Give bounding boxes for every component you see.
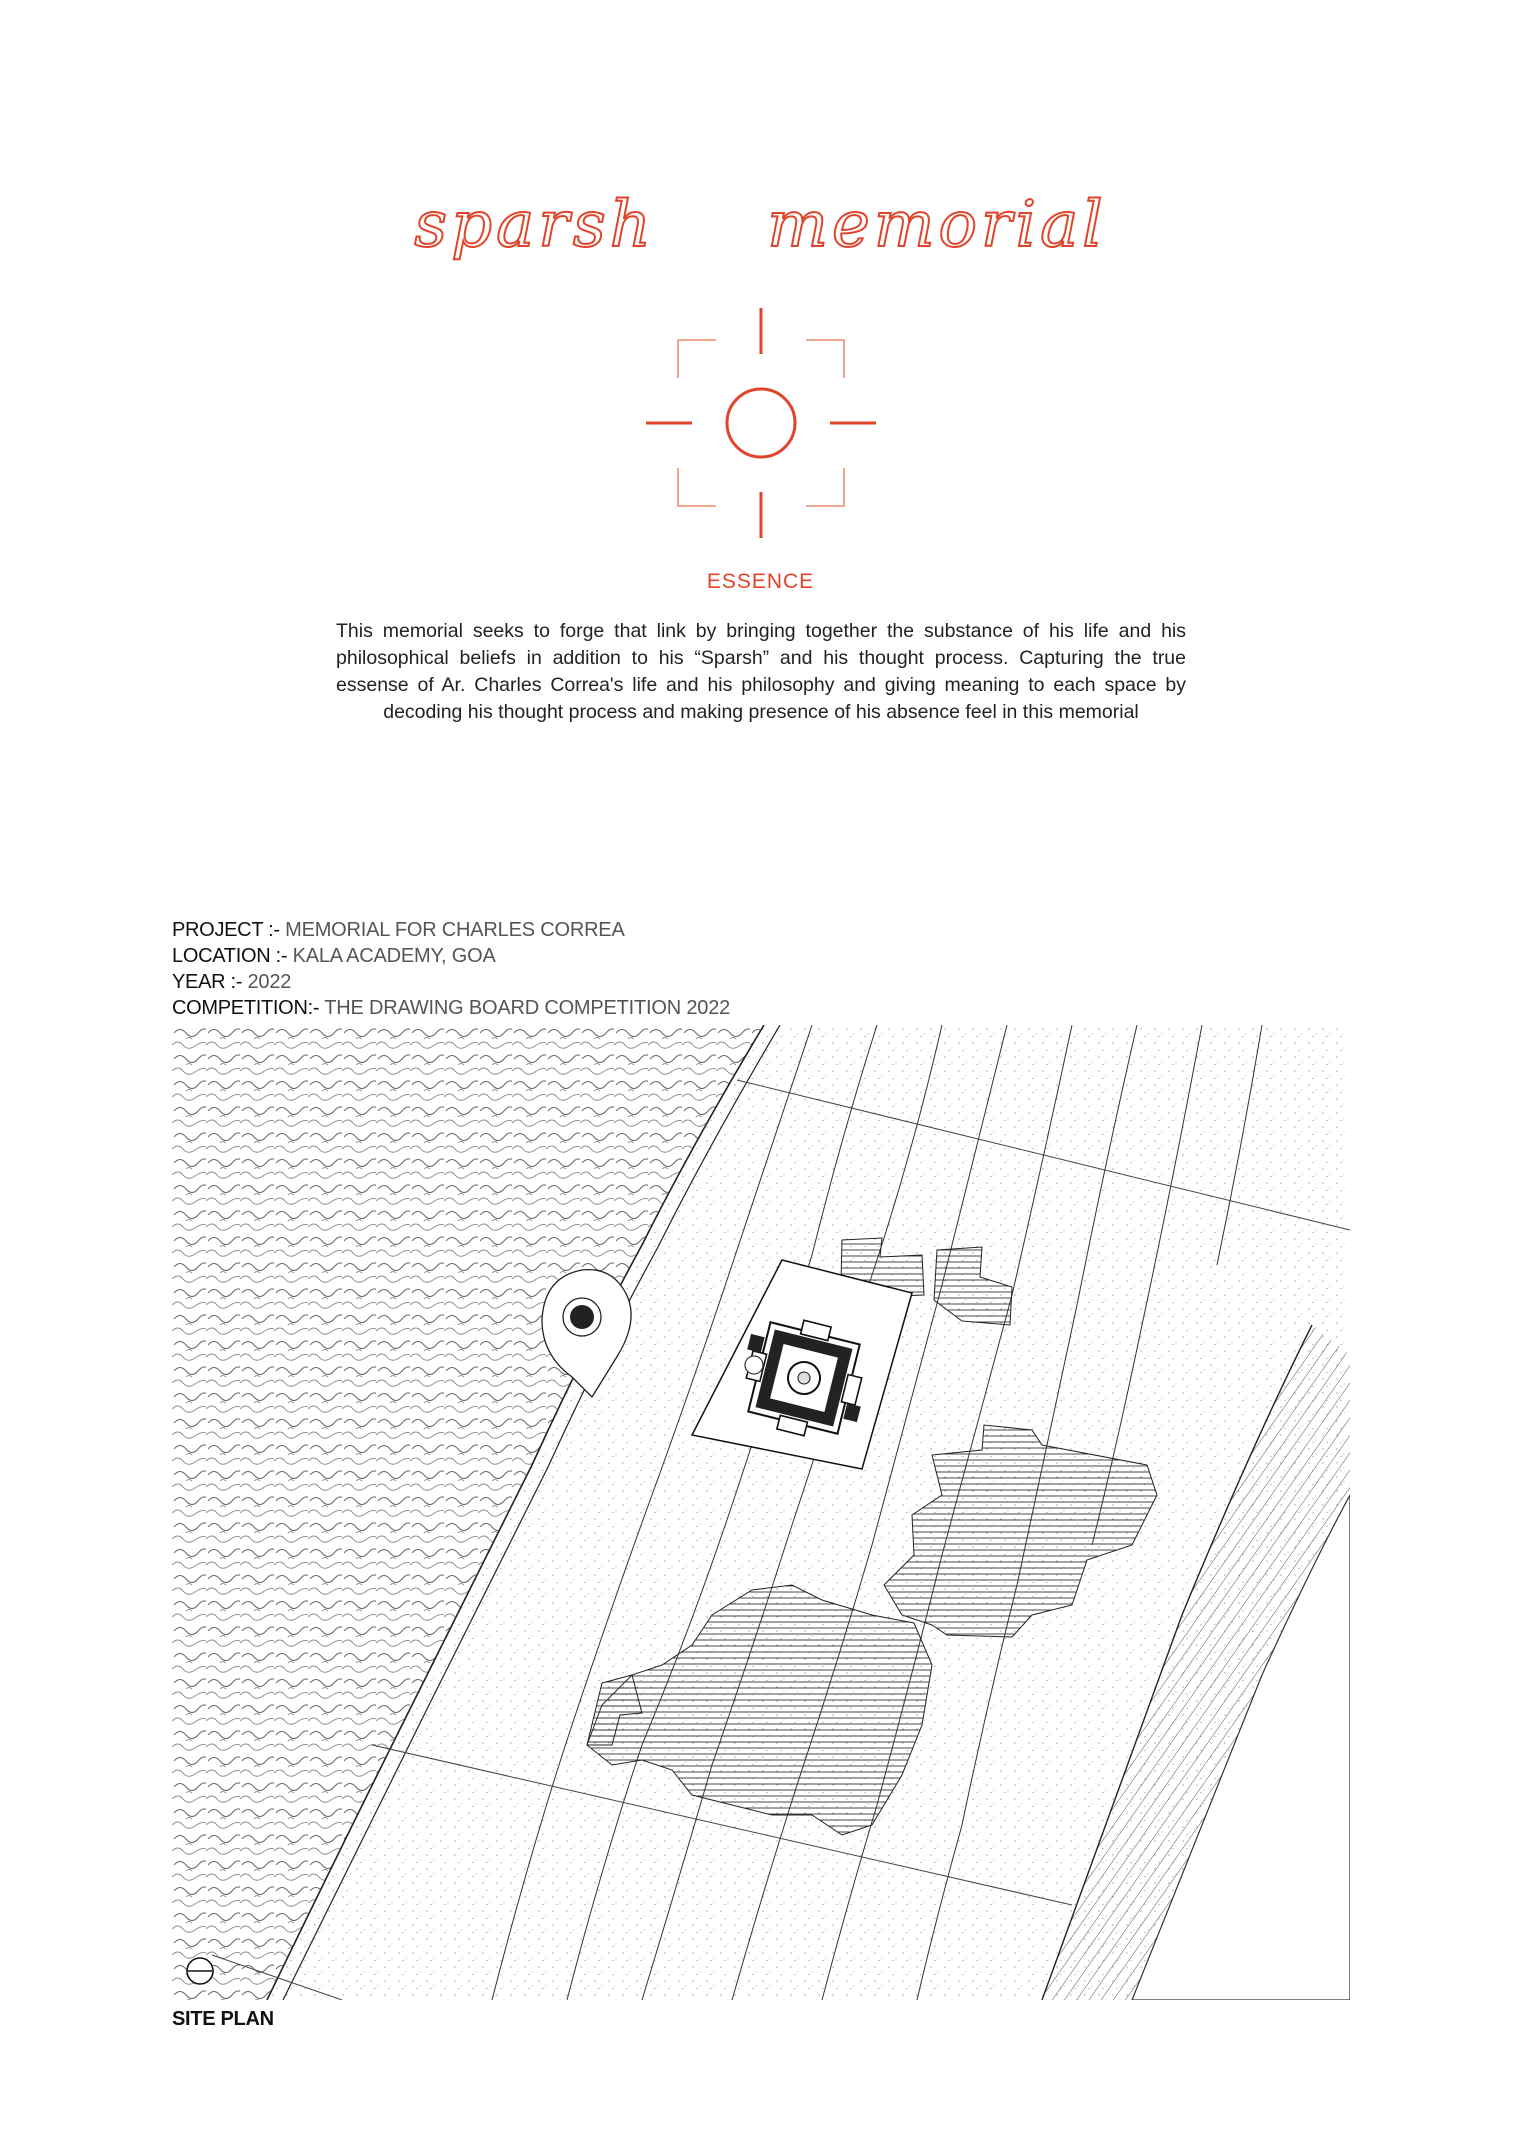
location-row: [172, 943, 730, 969]
competition-key: COMPETITION:-: [172, 997, 320, 1019]
project-info: [172, 917, 730, 1021]
title-word-1: sparsh: [414, 188, 655, 262]
competition-value: THE DRAWING BOARD COMPETITION 2022: [319, 997, 731, 1019]
competition-row: [172, 995, 730, 1021]
site-plan-label: SITE PLAN: [172, 2008, 274, 2030]
page-title: [0, 188, 1521, 262]
project-key: PROJECT :-: [172, 919, 280, 941]
site-plan-drawing: [172, 1025, 1350, 2000]
essence-paragraph: This memorial seeks to forge that link by bringing together the substance of his life and his philosophical beliefs in addition to his “Sparsh” and his thought process. Capturing the true essense of Ar. Charles Correa's life and his philosophy and giving meaning to each space by decoding his thought process and making presence of his absence feel in this memorial: [336, 620, 1186, 723]
title-word-2: memorial: [767, 188, 1107, 262]
year-value: 2022: [242, 971, 292, 993]
location-key: LOCATION :-: [172, 945, 288, 967]
project-row: [172, 917, 730, 943]
north-arrow-icon: [187, 1958, 213, 1984]
crosshair-circle-icon: [646, 308, 876, 538]
year-row: [172, 969, 730, 995]
project-value: MEMORIAL FOR CHARLES CORREA: [279, 919, 625, 941]
essence-heading: ESSENCE: [706, 570, 815, 593]
year-key: YEAR :-: [172, 971, 243, 993]
location-value: KALA ACADEMY, GOA: [287, 945, 496, 967]
